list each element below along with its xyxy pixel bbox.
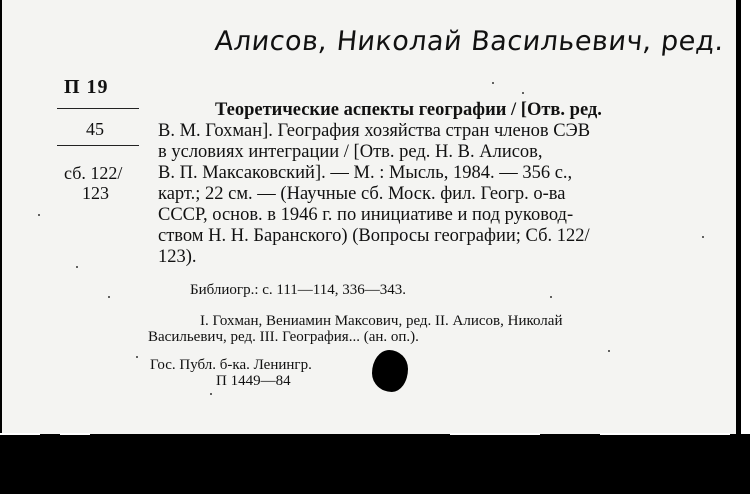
library-name: Гос. Публ. б-ка. Ленингр. <box>150 357 312 373</box>
call-number-code: П 19 <box>64 76 109 98</box>
scan-artifact <box>0 433 40 435</box>
scan-artifact <box>60 433 90 435</box>
speck <box>136 356 138 358</box>
call-number-rule-top <box>57 108 139 109</box>
catalog-card <box>2 0 742 434</box>
speck <box>608 350 610 352</box>
scan-edge-light <box>741 0 750 434</box>
scan-artifact <box>450 433 540 435</box>
entry-title-line: Теоретические аспекты географии / [Отв. ред. <box>215 100 602 120</box>
speck <box>38 214 40 216</box>
speck <box>702 236 704 238</box>
speck <box>492 82 494 84</box>
handwritten-heading: Алисов, Николай Васильевич, ред. <box>213 26 726 57</box>
entry-line: 123). <box>158 247 197 267</box>
speck <box>76 266 78 268</box>
entry-line: ством Н. Н. Баранского) (Вопросы географии; Сб. 122/ <box>158 226 590 246</box>
scan-artifact <box>600 433 730 435</box>
tracings-line-1: I. Гохман, Вениамин Максович, ред. II. Алисов, Николай <box>200 313 563 329</box>
speck <box>210 393 212 395</box>
entry-line: в условиях интеграции / [Отв. ред. Н. В. Алисов, <box>158 142 543 162</box>
entry-line: карт.; 22 см. — (Научные сб. Моск. фил. Геогр. о-ва <box>158 184 566 204</box>
call-number-rule-bottom <box>57 145 139 146</box>
tracings-line-2: Васильевич, ред. III. География... (ан. оп.). <box>148 329 419 345</box>
speck <box>550 296 552 298</box>
entry-line: В. М. Гохман]. География хозяйства стран членов СЭВ <box>158 121 591 141</box>
ink-blot <box>372 350 408 392</box>
bibliography-note: Библиогр.: с. 111—114, 336—343. <box>190 282 406 298</box>
speck <box>522 92 524 94</box>
entry-line: СССР, основ. в 1946 г. по инициативе и под руковод- <box>158 205 574 225</box>
call-number-number: 45 <box>86 119 104 139</box>
card-number: П 1449—84 <box>216 373 291 389</box>
call-number-collection-cont: 123 <box>82 183 109 203</box>
speck <box>108 296 110 298</box>
call-number-collection: сб. 122/ <box>64 163 123 183</box>
entry-line: В. П. Максаковский]. — М. : Мысль, 1984. — 356 с., <box>158 163 573 183</box>
